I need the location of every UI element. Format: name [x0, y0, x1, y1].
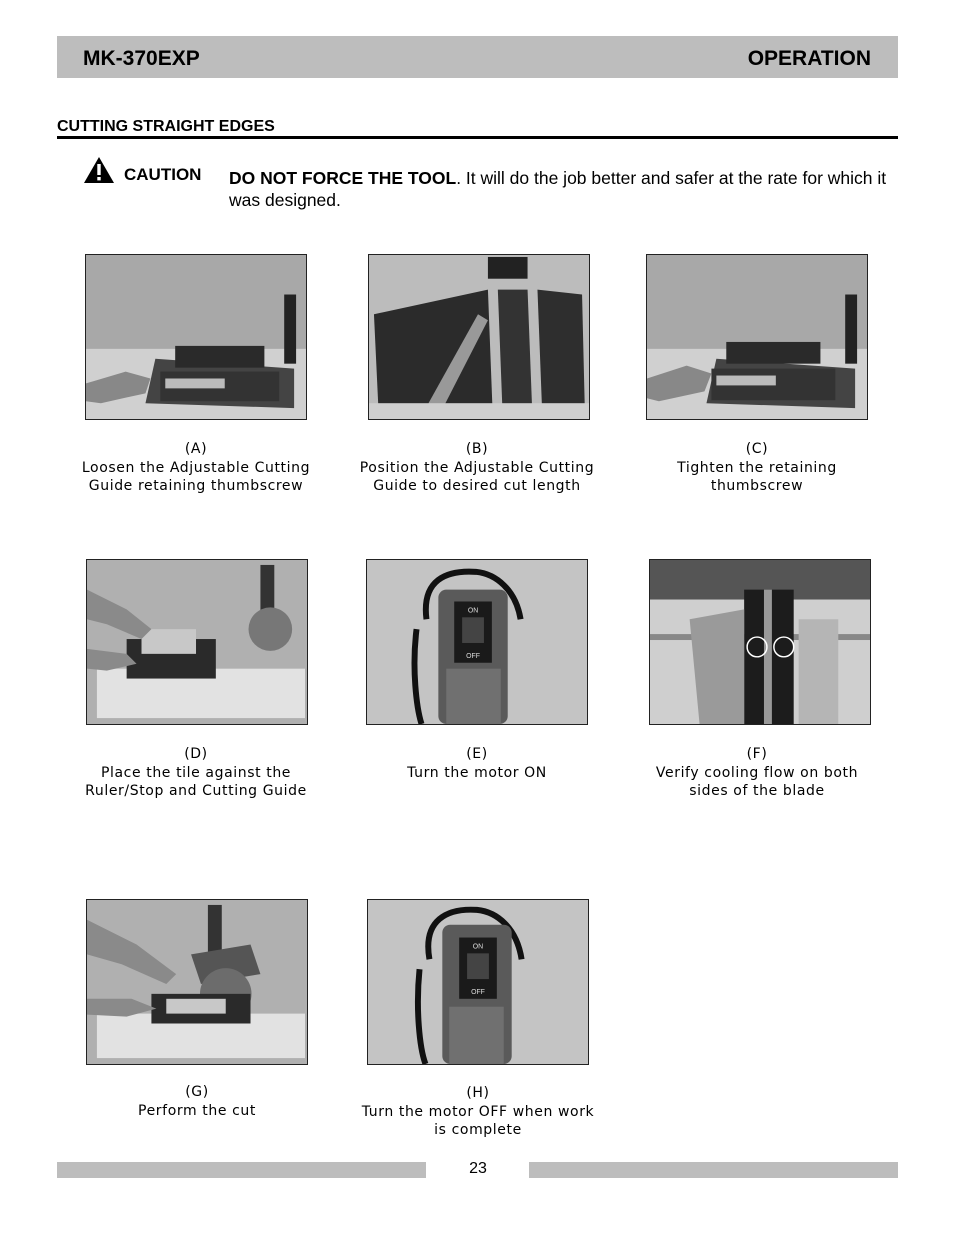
caption-e [357, 745, 597, 782]
caption-text: Turn the motor OFF when work is complete [361, 1103, 595, 1138]
photo-b [368, 254, 590, 420]
caption-g [77, 1083, 317, 1120]
caution-text [229, 167, 894, 211]
caution-bold: DO NOT FORCE THE TOOL [229, 168, 457, 188]
caption-b [357, 440, 597, 496]
caption-letter: (E) [466, 746, 488, 762]
photo-e [366, 559, 588, 725]
page-number: 23 [469, 1160, 487, 1177]
caption-letter: (F) [746, 746, 768, 762]
photo-h [367, 899, 589, 1065]
switch-on-label: ON [472, 943, 484, 951]
caption-a [76, 440, 316, 496]
caption-letter: (H) [466, 1085, 490, 1101]
caution-body: . It will do the job better and safer at the rate for which it was designed. [229, 168, 887, 210]
caution-label: CAUTION [124, 165, 202, 184]
caption-letter: (B) [465, 441, 489, 457]
caption-letter: (A) [184, 441, 208, 457]
model-title: MK-370EXP [83, 47, 200, 70]
caption-c [637, 440, 877, 496]
switch-off-label: OFF [466, 652, 480, 660]
switch-off-label: OFF [471, 988, 485, 996]
caption-f [637, 745, 877, 801]
footer-bar-left [57, 1162, 426, 1178]
caption-h [358, 1084, 598, 1140]
caption-text: Turn the motor ON [407, 764, 547, 781]
section-title: CUTTING STRAIGHT EDGES [57, 118, 275, 135]
caption-text: Verify cooling flow on both sides of the blade [655, 764, 859, 799]
warning-triangle-icon [83, 156, 115, 184]
caption-text: Loosen the Adjustable Cutting Guide retaining thumbscrew [81, 459, 311, 494]
caption-letter: (D) [184, 746, 208, 762]
caption-text: Perform the cut [138, 1102, 256, 1119]
photo-g [86, 899, 308, 1065]
caption-text: Place the tile against the Ruler/Stop and Cutting Guide [85, 764, 307, 799]
caption-letter: (G) [185, 1084, 209, 1100]
photo-c [646, 254, 868, 420]
caption-letter: (C) [745, 441, 769, 457]
caption-text: Position the Adjustable Cutting Guide to desired cut length [359, 459, 595, 494]
photo-a [85, 254, 307, 420]
caption-text: Tighten the retaining thumbscrew [677, 459, 837, 494]
footer-bar-right [529, 1162, 898, 1178]
switch-on-label: ON [467, 607, 479, 615]
section-heading: OPERATION [747, 47, 871, 70]
caption-d [76, 745, 316, 801]
photo-f [649, 559, 871, 725]
photo-d [86, 559, 308, 725]
section-rule [57, 136, 898, 139]
